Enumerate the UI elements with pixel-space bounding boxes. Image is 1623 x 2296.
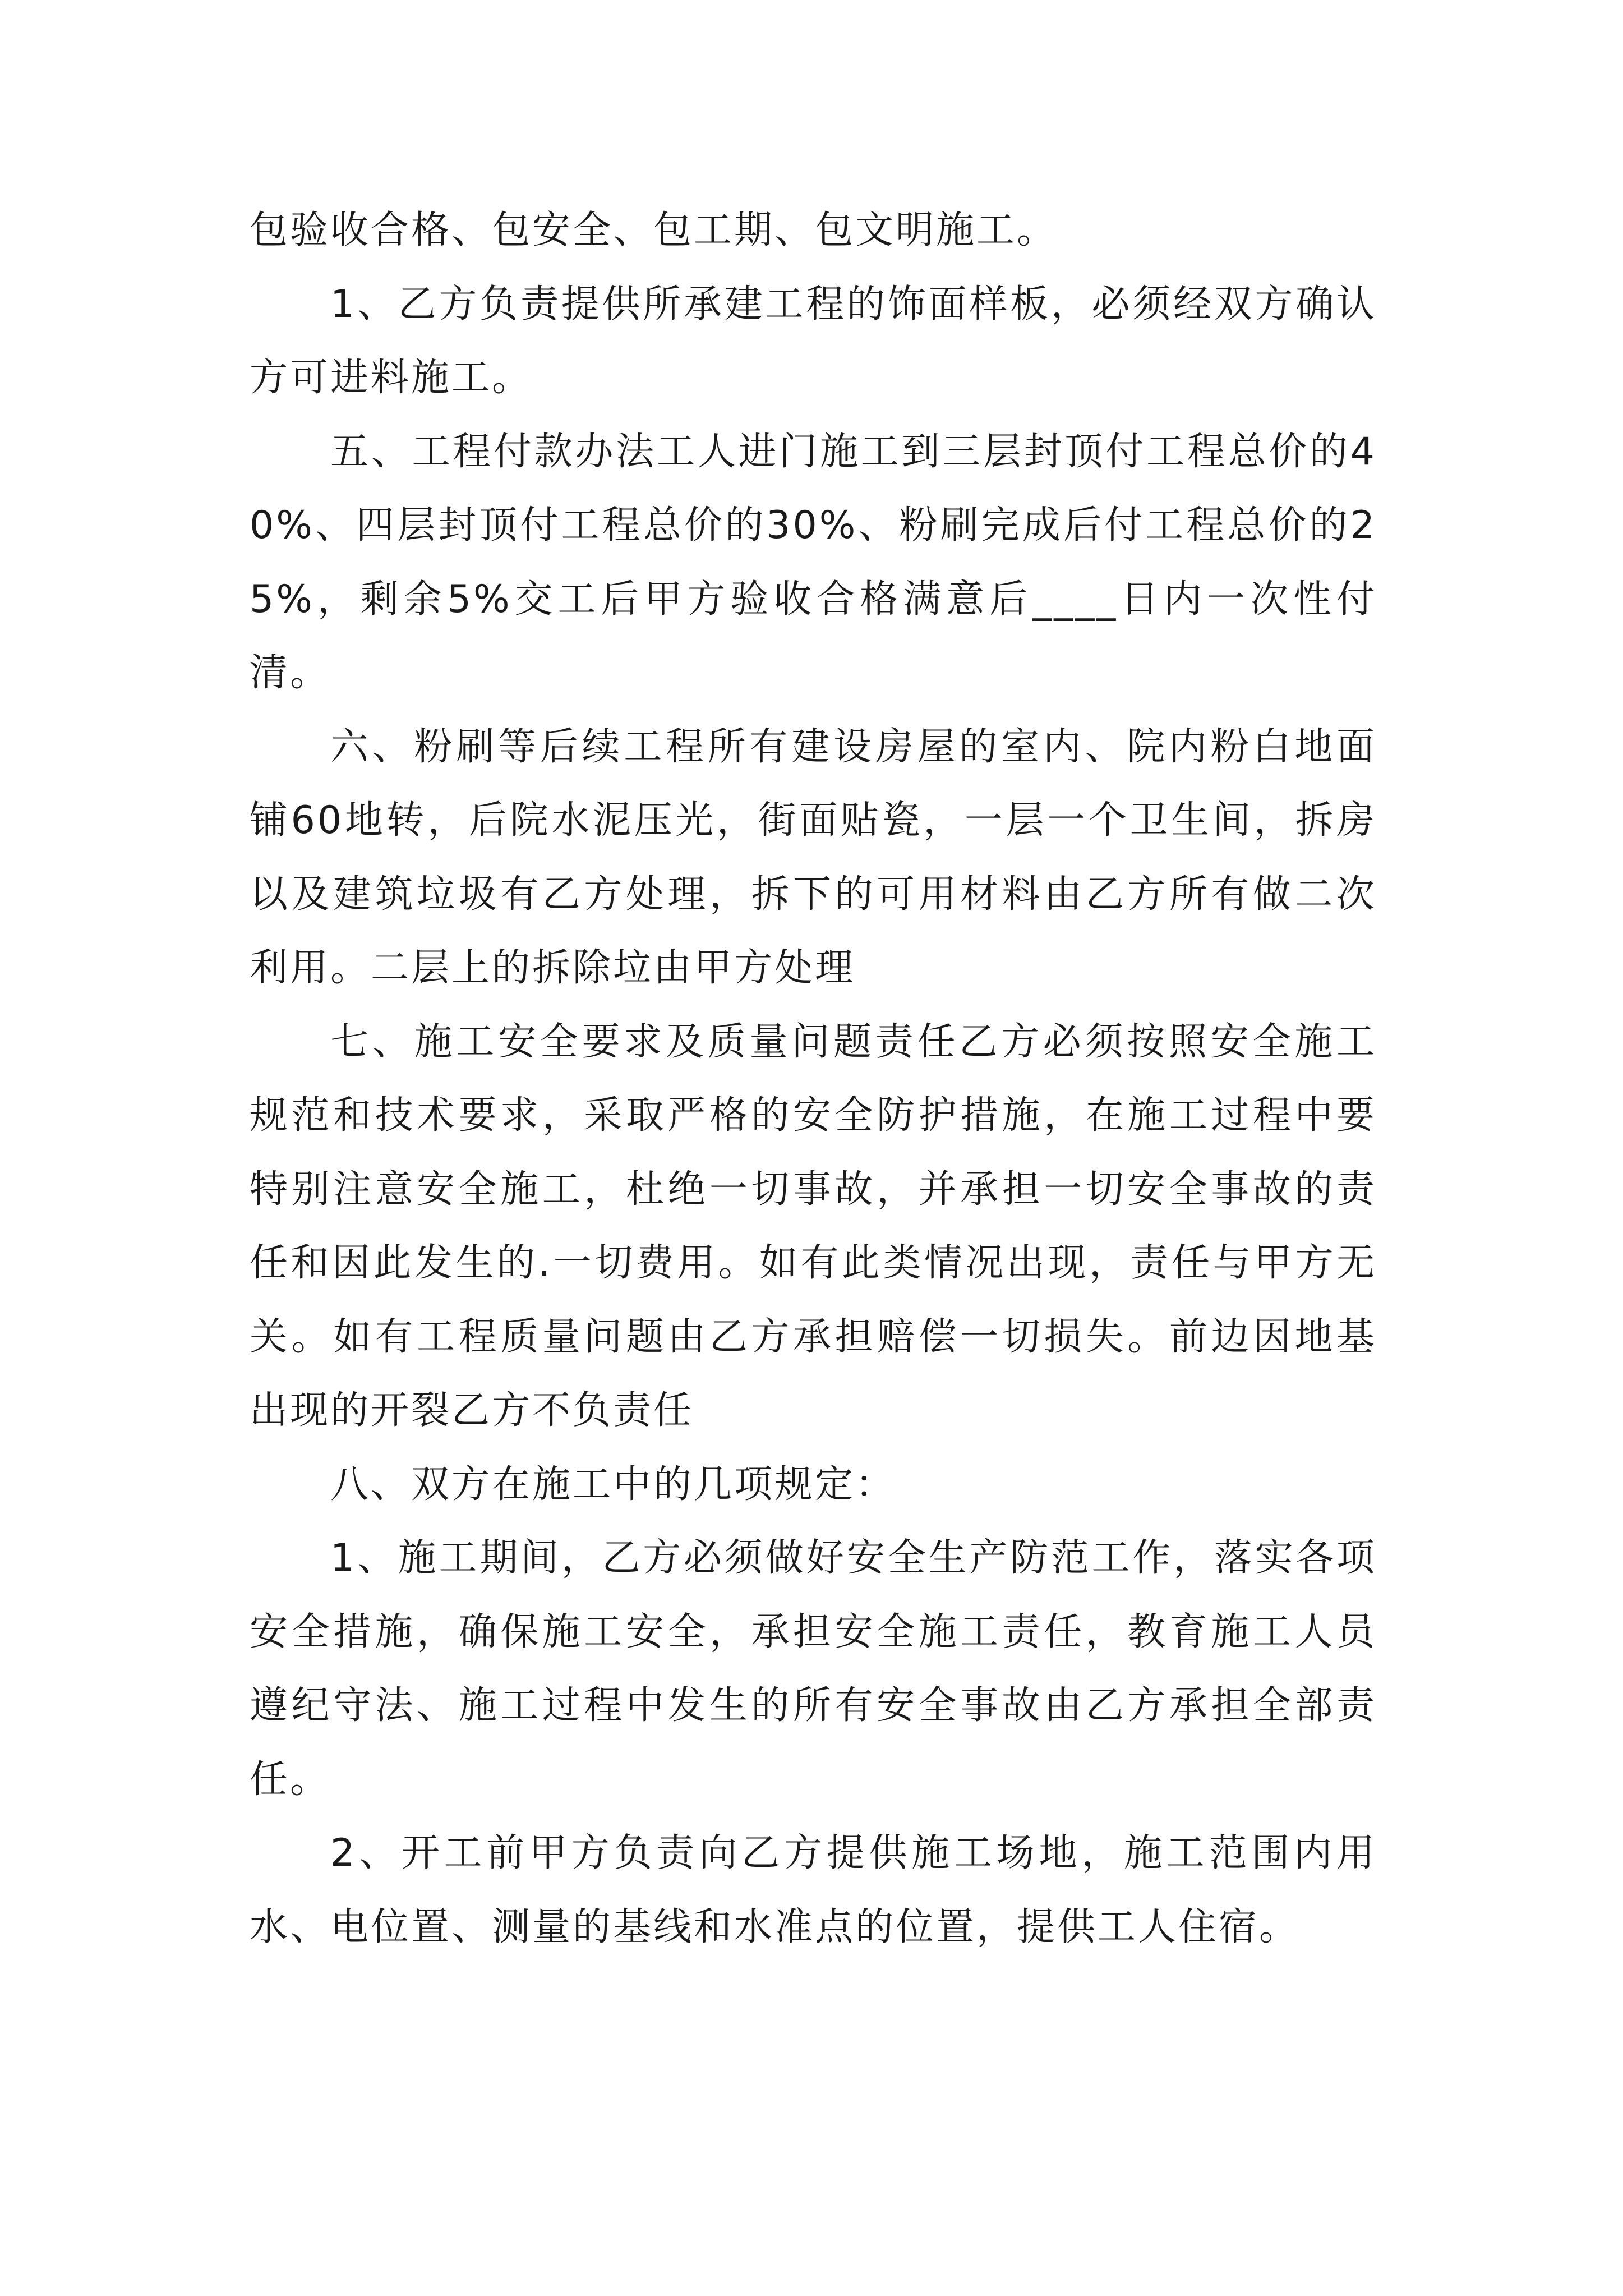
paragraph-section-6-finishing: 六、粉刷等后续工程所有建设房屋的室内、院内粉白地面铺60地转，后院水泥压光，街面贴瓷，一层一个卫生间，拆房以及建筑垃圾有乙方处理，拆下的可用材料由乙方所有做二次利用。二层上的拆除垃由甲方处理 <box>250 724 1377 990</box>
paragraph-section-5-payment: 五、工程付款办法工人进门施工到三层封顶付工程总价的40%、四层封顶付工程总价的30%、粉刷完成后付工程总价的25%，剩余5%交工后甲方验收合格满意后____日内一次性付清。 <box>250 429 1377 695</box>
paragraph-section-8-heading: 八、双方在施工中的几项规定： <box>330 1462 896 1507</box>
document-body <box>250 194 1377 1964</box>
paragraph-section-8-clause-1: 1、施工期间，乙方必须做好安全生产防范工作，落实各项安全措施，确保施工安全，承担安全施工责任，教育施工人员遵纪守法、施工过程中发生的所有安全事故由乙方承担全部责任。 <box>250 1536 1377 1802</box>
paragraph-section-8-clause-2: 2、开工前甲方负责向乙方提供施工场地，施工范围内用水、电位置、测量的基线和水准点的位置，提供工人住宿。 <box>250 1831 1377 1949</box>
paragraph-section-7-safety: 七、施工安全要求及质量问题责任乙方必须按照安全施工规范和技术要求，采取严格的安全防护措施，在施工过程中要特别注意安全施工，杜绝一切事故，并承担一切安全事故的责任和因此发生的.一切费用。如有此类情况出现，责任与甲方无关。如有工程质量问题由乙方承担赔偿一切损失。前边因地基出现的开裂乙方不负责任 <box>250 1019 1377 1433</box>
paragraph-clause-1-sample: 1、乙方负责提供所承建工程的饰面样板，必须经双方确认方可进料施工。 <box>250 282 1377 400</box>
paragraph-continuation: 包验收合格、包安全、包工期、包文明施工。 <box>250 208 1058 252</box>
